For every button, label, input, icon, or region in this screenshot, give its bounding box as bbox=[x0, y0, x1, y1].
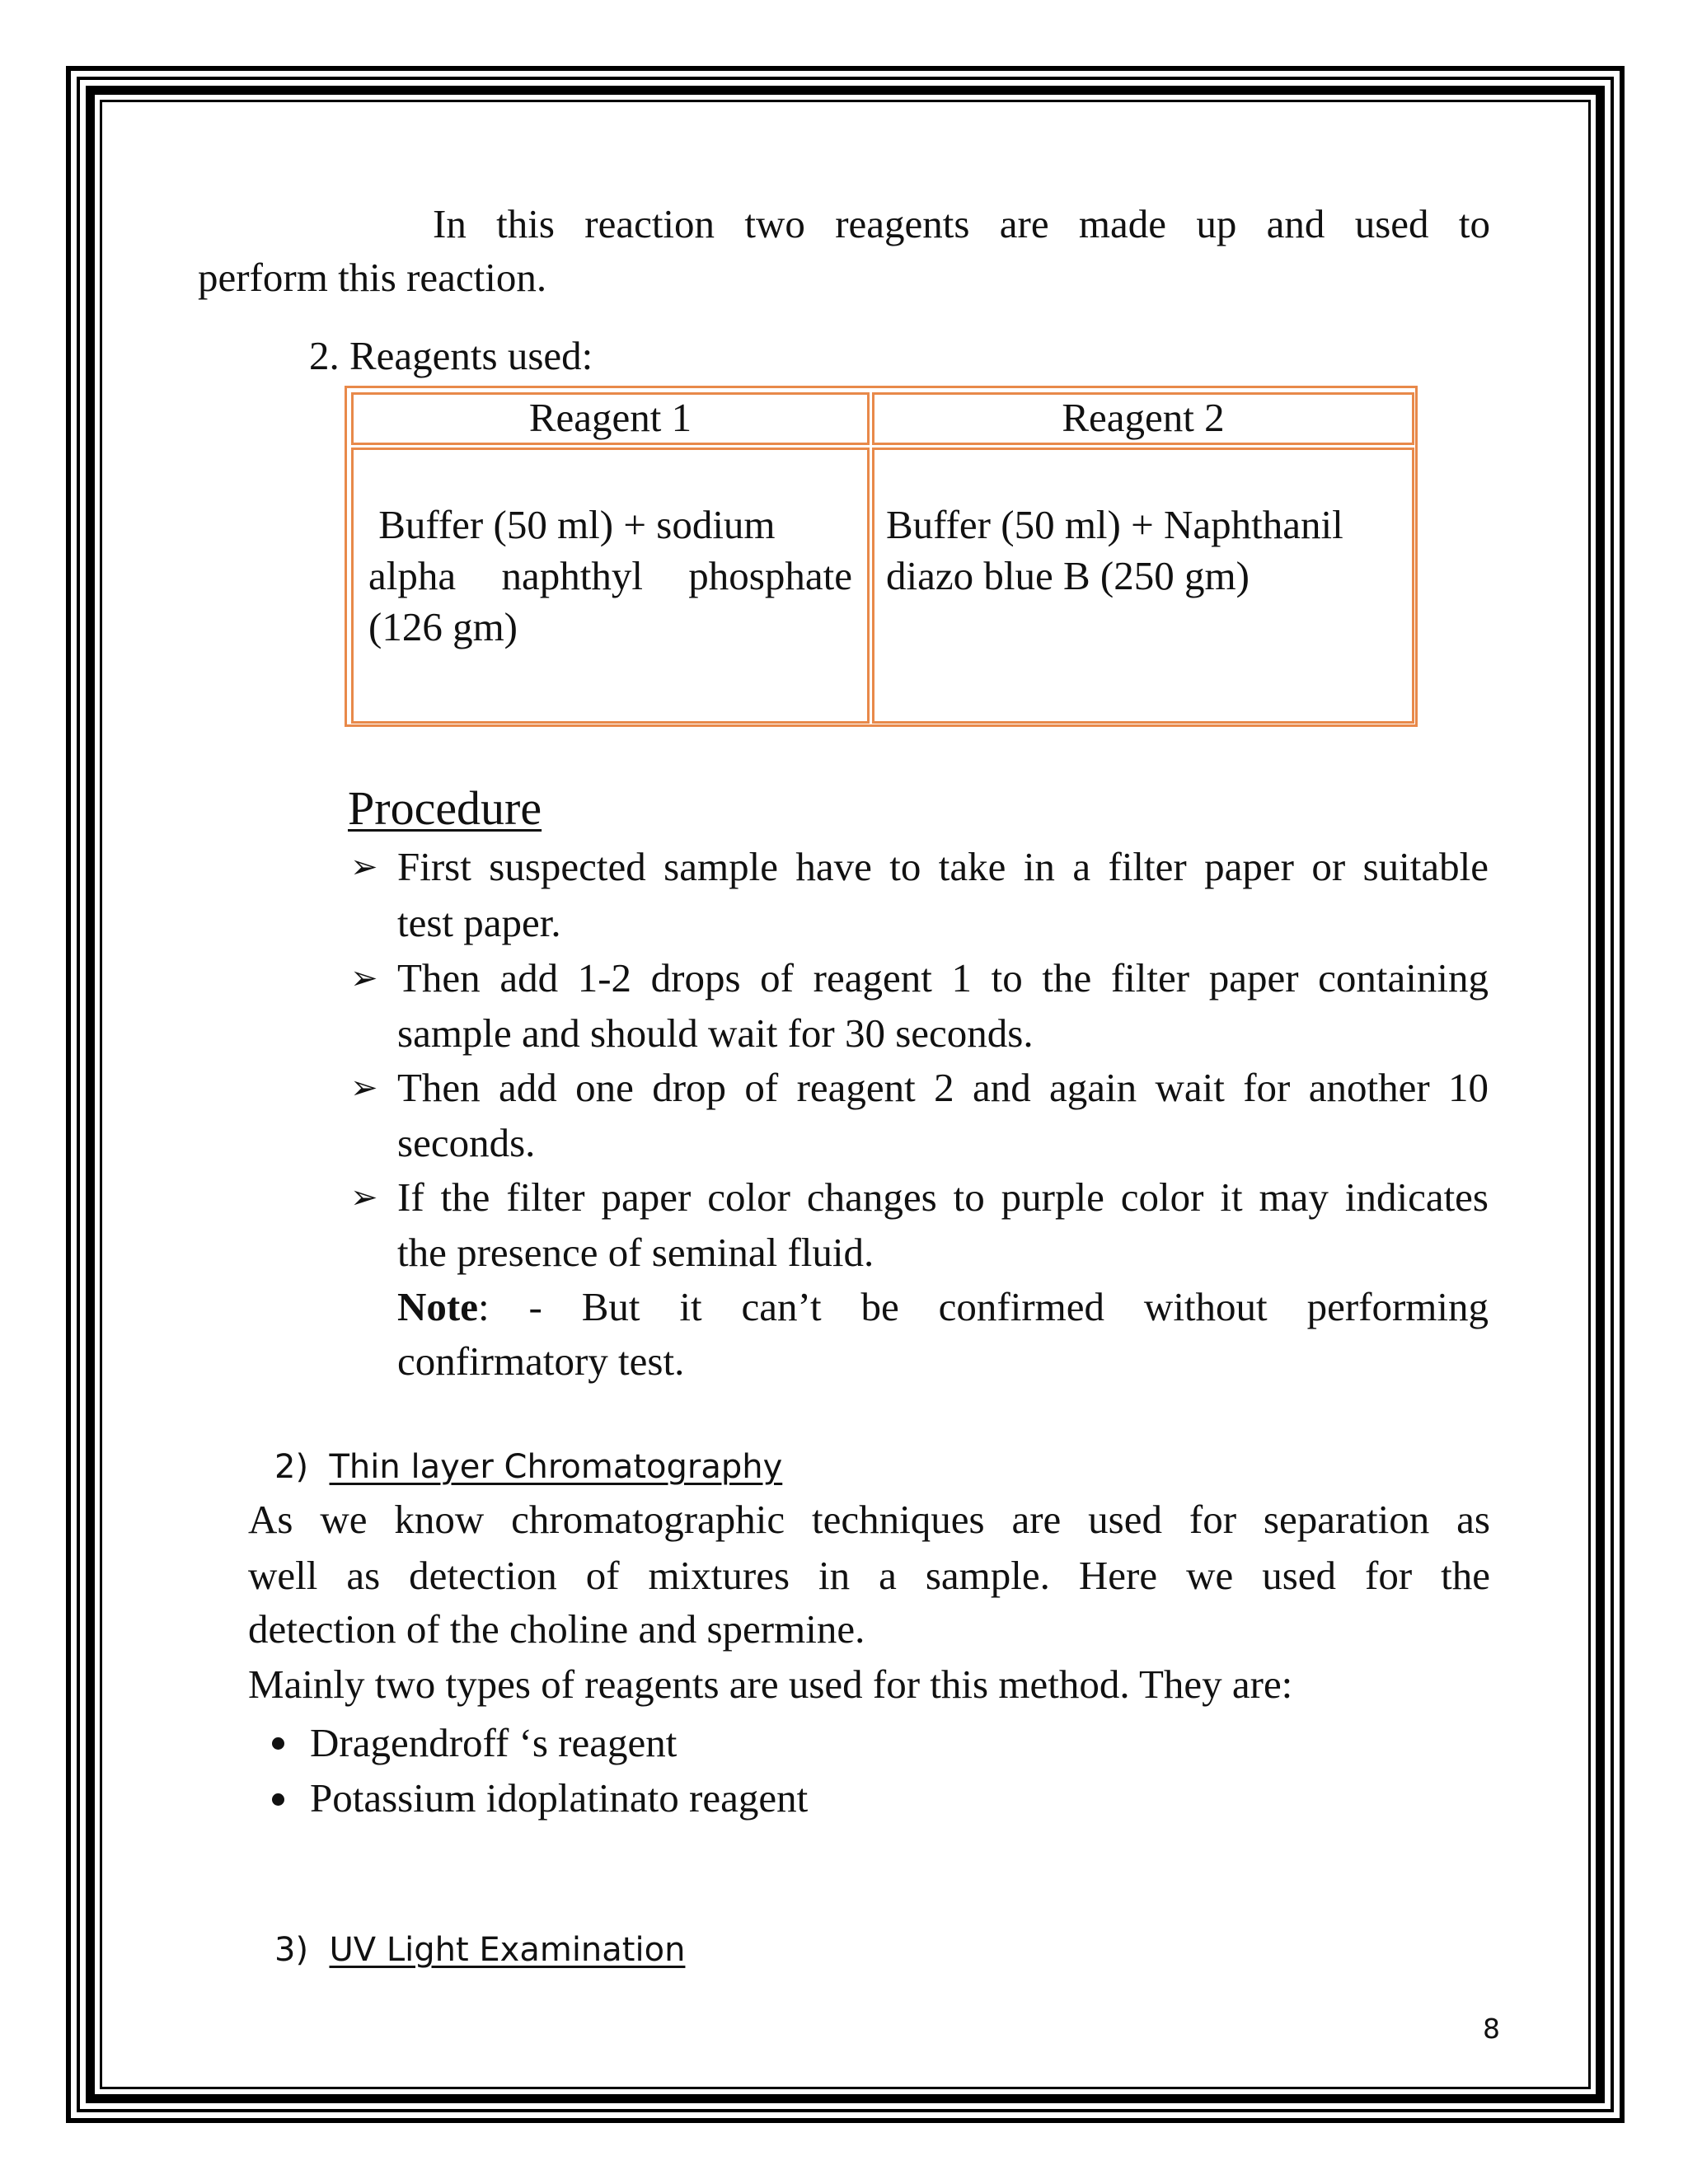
arrow-bullet-icon: ➢ bbox=[350, 959, 378, 997]
arrow-bullet-icon: ➢ bbox=[350, 1069, 378, 1107]
procedure-line: seconds. bbox=[397, 1120, 536, 1165]
tlc-number: 2) bbox=[274, 1448, 309, 1486]
intro-line-2: perform this reaction. bbox=[198, 255, 547, 300]
table-cell-reagent-1 bbox=[351, 448, 870, 724]
bullet-dot-icon bbox=[272, 1737, 284, 1750]
procedure-line: Then add one drop of reagent 2 and again wait for another 10 bbox=[397, 1065, 1489, 1110]
tlc-heading bbox=[274, 1444, 782, 1490]
uv-heading bbox=[274, 1927, 685, 1973]
tlc-paragraph-line: As we know chromatographic techniques are used for separation as bbox=[248, 1497, 1490, 1542]
table-header-reagent-2: Reagent 2 bbox=[872, 392, 1414, 445]
reagents-used-heading: 2. Reagents used: bbox=[309, 333, 593, 378]
reagent-1-line: alpha naphthyl phosphate bbox=[368, 553, 852, 598]
procedure-note-line-2: confirmatory test. bbox=[397, 1338, 685, 1384]
reagent-1-line: Buffer (50 ml) + sodium bbox=[368, 502, 776, 547]
arrow-bullet-icon: ➢ bbox=[350, 848, 378, 886]
procedure-line: First suspected sample have to take in a filter paper or suitable bbox=[397, 844, 1489, 889]
page-number: 8 bbox=[1483, 2013, 1500, 2045]
procedure-note-line bbox=[397, 1281, 1489, 1333]
tlc-reagent-item: Dragendroff ‘s reagent bbox=[310, 1720, 678, 1765]
uv-number: 3) bbox=[274, 1931, 309, 1969]
table-cell-reagent-2 bbox=[872, 448, 1414, 724]
note-text: : - But it can’t be confirmed without performing bbox=[477, 1284, 1489, 1329]
procedure-line: the presence of seminal fluid. bbox=[397, 1230, 874, 1275]
procedure-line: If the filter paper color changes to purple color it may indicates bbox=[397, 1174, 1489, 1220]
reagent-2-line: Buffer (50 ml) + Naphthanil bbox=[886, 502, 1343, 547]
uv-title: UV Light Examination bbox=[329, 1931, 686, 1969]
tlc-reagent-item: Potassium idoplatinato reagent bbox=[310, 1775, 809, 1821]
reagent-1-line: (126 gm) bbox=[368, 604, 518, 649]
tlc-title: Thin layer Chromatography bbox=[329, 1448, 783, 1486]
bullet-dot-icon bbox=[272, 1793, 284, 1806]
procedure-line: test paper. bbox=[397, 900, 561, 945]
reagent-2-line: diazo blue B (250 gm) bbox=[886, 553, 1250, 598]
table-header-reagent-1: Reagent 1 bbox=[351, 392, 870, 445]
arrow-bullet-icon: ➢ bbox=[350, 1179, 378, 1216]
tlc-paragraph-line: well as detection of mixtures in a sample. Here we used for the bbox=[248, 1553, 1490, 1598]
note-label: Note bbox=[397, 1284, 478, 1329]
procedure-line: Then add 1-2 drops of reagent 1 to the filter paper containing bbox=[397, 955, 1489, 1001]
tlc-paragraph-line: detection of the choline and spermine. bbox=[248, 1606, 865, 1652]
procedure-line: sample and should wait for 30 seconds. bbox=[397, 1010, 1034, 1056]
tlc-paragraph-line: Mainly two types of reagents are used for this method. They are: bbox=[248, 1661, 1293, 1707]
procedure-heading: Procedure bbox=[348, 781, 542, 835]
reagent-table bbox=[345, 386, 1418, 727]
intro-line-1: In this reaction two reagents are made up and used to bbox=[433, 201, 1490, 246]
